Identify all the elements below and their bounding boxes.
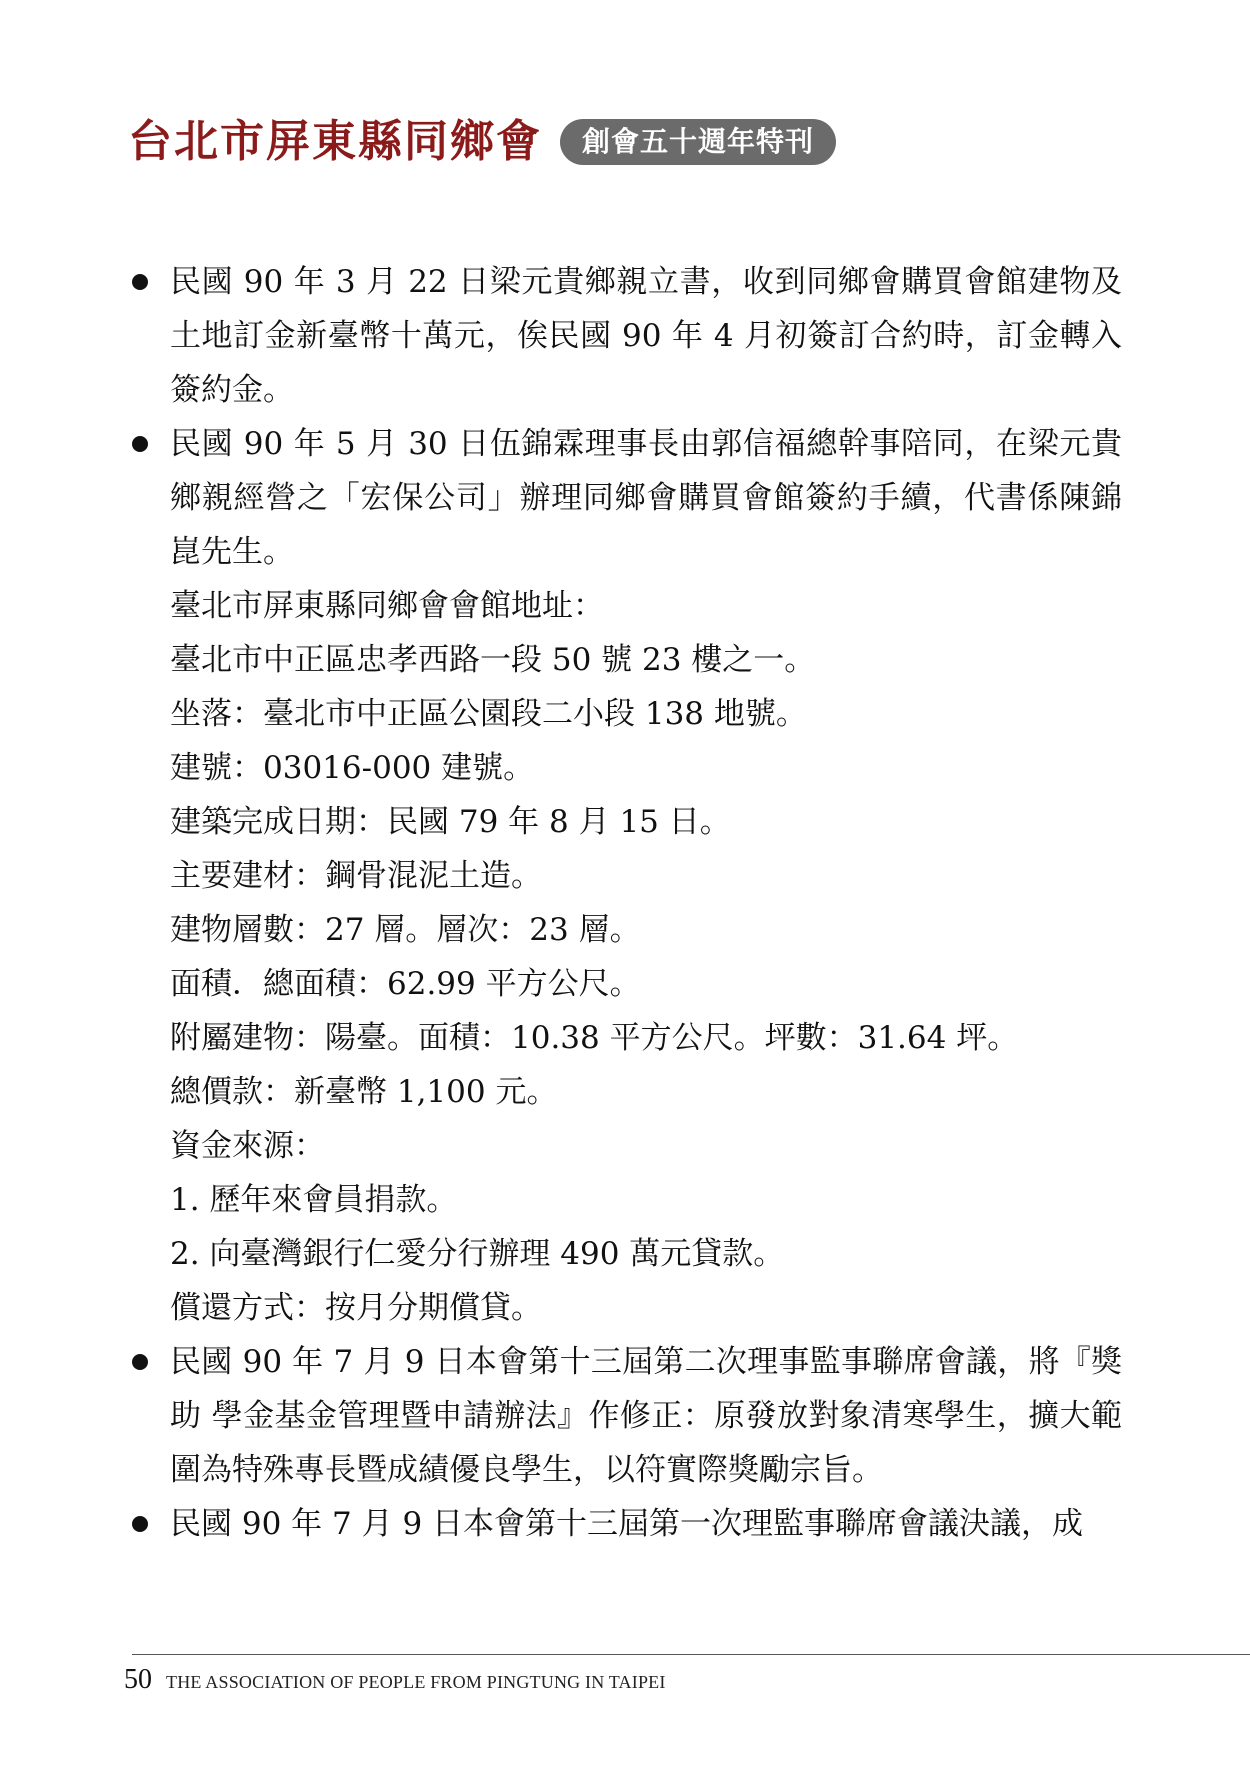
bullet-dot-icon: [132, 1516, 148, 1532]
detail-line: 主要建材：鋼骨混泥土造。: [170, 858, 542, 894]
detail-line: 資金來源：: [170, 1128, 325, 1164]
detail-line: 面積．總面積：62.99 平方公尺。: [170, 966, 641, 1002]
bullet-text: 民國 90 年 5 月 30 日伍錦霖理事長由郭信福總幹事陪同，在梁元貴鄉親經營之「宏保公司」辦理同鄉會購買會館簽約手續，代書係陳錦崑先生。: [170, 426, 1122, 570]
bullet-item: [132, 1497, 1122, 1551]
article-body: [132, 255, 1122, 1551]
page-number: 50: [124, 1664, 152, 1695]
association-title: 台北市屏東縣同鄉會: [128, 116, 542, 167]
bullet-text: 民國 90 年 7 月 9 日本會第十三屆第一次理監事聯席會議決議，成: [170, 1506, 1084, 1542]
bullet-item: [132, 255, 1122, 417]
detail-line: 附屬建物：陽臺。面積：10.38 平方公尺。坪數：31.64 坪。: [170, 1020, 1019, 1056]
detail-line: 建物層數：27 層。層次：23 層。: [170, 912, 641, 948]
detail-line: 1. 歷年來會員捐款。: [170, 1182, 458, 1218]
bullet-text: 民國 90 年 7 月 9 日本會第十三屆第二次理事監事聯席會議，將『獎助 學金基金管理暨申請辦法』作修正：原發放對象清寒學生，擴大範圍為特殊專長暨成績優良學生，以符實際獎勵宗旨。: [170, 1344, 1122, 1488]
bullet-item: [132, 1335, 1122, 1497]
detail-line: 臺北市中正區忠孝西路一段 50 號 23 樓之一。: [170, 642, 816, 678]
footer-association-name: THE ASSOCIATION OF PEOPLE FROM PINGTUNG IN TAIPEI: [166, 1672, 666, 1692]
bullet-item: [132, 417, 1122, 579]
detail-line: 2. 向臺灣銀行仁愛分行辦理 490 萬元貸款。: [170, 1236, 785, 1272]
footer-divider: [132, 1654, 1250, 1655]
bullet-dot-icon: [132, 436, 148, 452]
page-header: [128, 112, 836, 172]
detail-line: 償還方式：按月分期償貸。: [170, 1290, 542, 1326]
page-footer: [124, 1664, 666, 1696]
bullet-dot-icon: [132, 274, 148, 290]
detail-line: 總價款：新臺幣 1,100 元。: [170, 1074, 558, 1110]
detail-line: 臺北市屏東縣同鄉會會館地址：: [170, 588, 604, 624]
detail-line: 建築完成日期：民國 79 年 8 月 15 日。: [170, 804, 731, 840]
detail-line: 建號：03016-000 建號。: [170, 750, 535, 786]
anniversary-badge: 創會五十週年特刊: [560, 119, 836, 165]
bullet-text: 民國 90 年 3 月 22 日梁元貴鄉親立書，收到同鄉會購買會館建物及土地訂金新臺幣十萬元，俟民國 90 年 4 月初簽訂合約時，訂金轉入簽約金。: [170, 264, 1122, 408]
bullet-dot-icon: [132, 1354, 148, 1370]
detail-line: 坐落：臺北市中正區公園段二小段 138 地號。: [170, 696, 807, 732]
